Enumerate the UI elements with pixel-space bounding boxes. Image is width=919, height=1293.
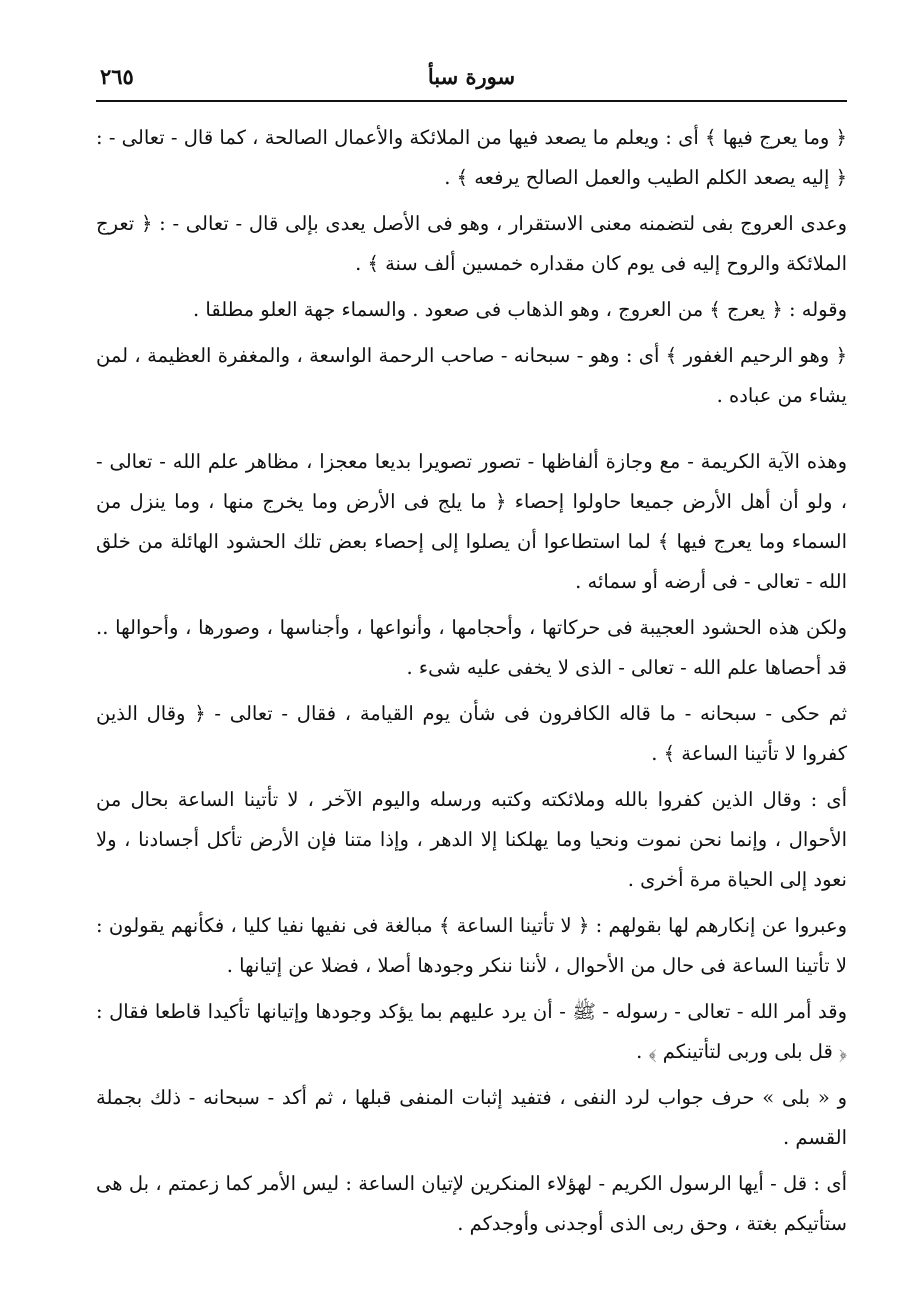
paragraph: وعدى العروج بفى لتضمنه معنى الاستقرار ، وهو فى الأصل يعدى بإلى قال - تعالى - : ﴿ تعرج الملائكة والروح إليه فى يوم كان مقداره خمسين ألف سنة ﴾ .: [96, 212, 847, 275]
paragraph: وقد أمر الله - تعالى - رسوله - ﷺ - أن يرد عليهم بما يؤكد وجودها وإتيانها تأكيدا قاطعا فقال : ﴿ قل بلى وربى لتأتينكم ﴾ .: [96, 1000, 847, 1063]
paragraph: ثم حكى - سبحانه - ما قاله الكافرون فى شأن يوم القيامة ، فقال - تعالى - ﴿ وقال الذين كفروا لا تأتينا الساعة ﴾ .: [96, 702, 847, 765]
paragraph: أى : قل - أيها الرسول الكريم - لهؤلاء المنكرين لإتيان الساعة : ليس الأمر كما زعمتم ، بل هى ستأتيكم بغتة ، وحق ربى الذى أوجدنى وأوجدكم .: [96, 1172, 847, 1235]
page-header: [96, 56, 847, 102]
paragraph: أى : وقال الذين كفروا بالله وملائكته وكتبه ورسله واليوم الآخر ، لا تأتينا الساعة بحال من الأحوال ، وإنما نحن نموت ونحيا وما يهلكنا إلا الدهر ، وإذا متنا فإن الأرض تأكل أجسادنا ، ولا نعود إلى الحياة مرة أخرى .: [96, 788, 847, 891]
page-number: ٢٦٥: [100, 64, 134, 89]
paragraph: ﴿ وهو الرحيم الغفور ﴾ أى : وهو - سبحانه - صاحب الرحمة الواسعة ، والمغفرة العظيمة ، لمن يشاء من عباده .: [96, 344, 847, 407]
paragraph: ولكن هذه الحشود العجيبة فى حركاتها ، وأحجامها ، وأنواعها ، وأجناسها ، وصورها ، وأحوالها .. قد أحصاها علم الله - تعالى - الذى لا يخفى عليه شىء .: [96, 616, 847, 679]
paragraph: ﴿ وما يعرج فيها ﴾ أى : ويعلم ما يصعد فيها من الملائكة والأعمال الصالحة ، كما قال - تعالى - : ﴿ إليه يصعد الكلم الطيب والعمل الصالح يرفعه ﴾ .: [96, 126, 847, 189]
paragraph: وهذه الآية الكريمة - مع وجازة ألفاظها - تصور تصويرا بديعا معجزا ، مظاهر علم الله - تعالى - ، ولو أن أهل الأرض جميعا حاولوا إحصاء ﴿ ما يلج فى الأرض وما يخرج منها ، وما ينزل من السماء وما يعرج فيها ﴾ لما استطاعوا أن يصلوا إلى إحصاء بعض تلك الحشود الهائلة من خلق الله - تعالى - فى أرضه أو سمائه .: [96, 450, 847, 593]
book-page: [96, 56, 847, 1250]
paragraph: وقوله : ﴿ يعرج ﴾ من العروج ، وهو الذهاب فى صعود . والسماء جهة العلو مطلقا .: [193, 298, 847, 321]
page-body: [96, 118, 847, 1244]
paragraph: وعبروا عن إنكارهم لها بقولهم : ﴿ لا تأتينا الساعة ﴾ مبالغة فى نفيها نفيا كليا ، فكأنهم يقولون : لا تأتينا الساعة فى حال من الأحوال ، لأننا ننكر وجودها أصلا ، فضلا عن إتيانها .: [96, 914, 847, 977]
paragraph: و « بلى » حرف جواب لرد النفى ، فتفيد إثبات المنفى قبلها ، ثم أكد - سبحانه - ذلك بجملة القسم .: [96, 1086, 847, 1149]
surah-title: سورة سبأ: [427, 64, 516, 89]
